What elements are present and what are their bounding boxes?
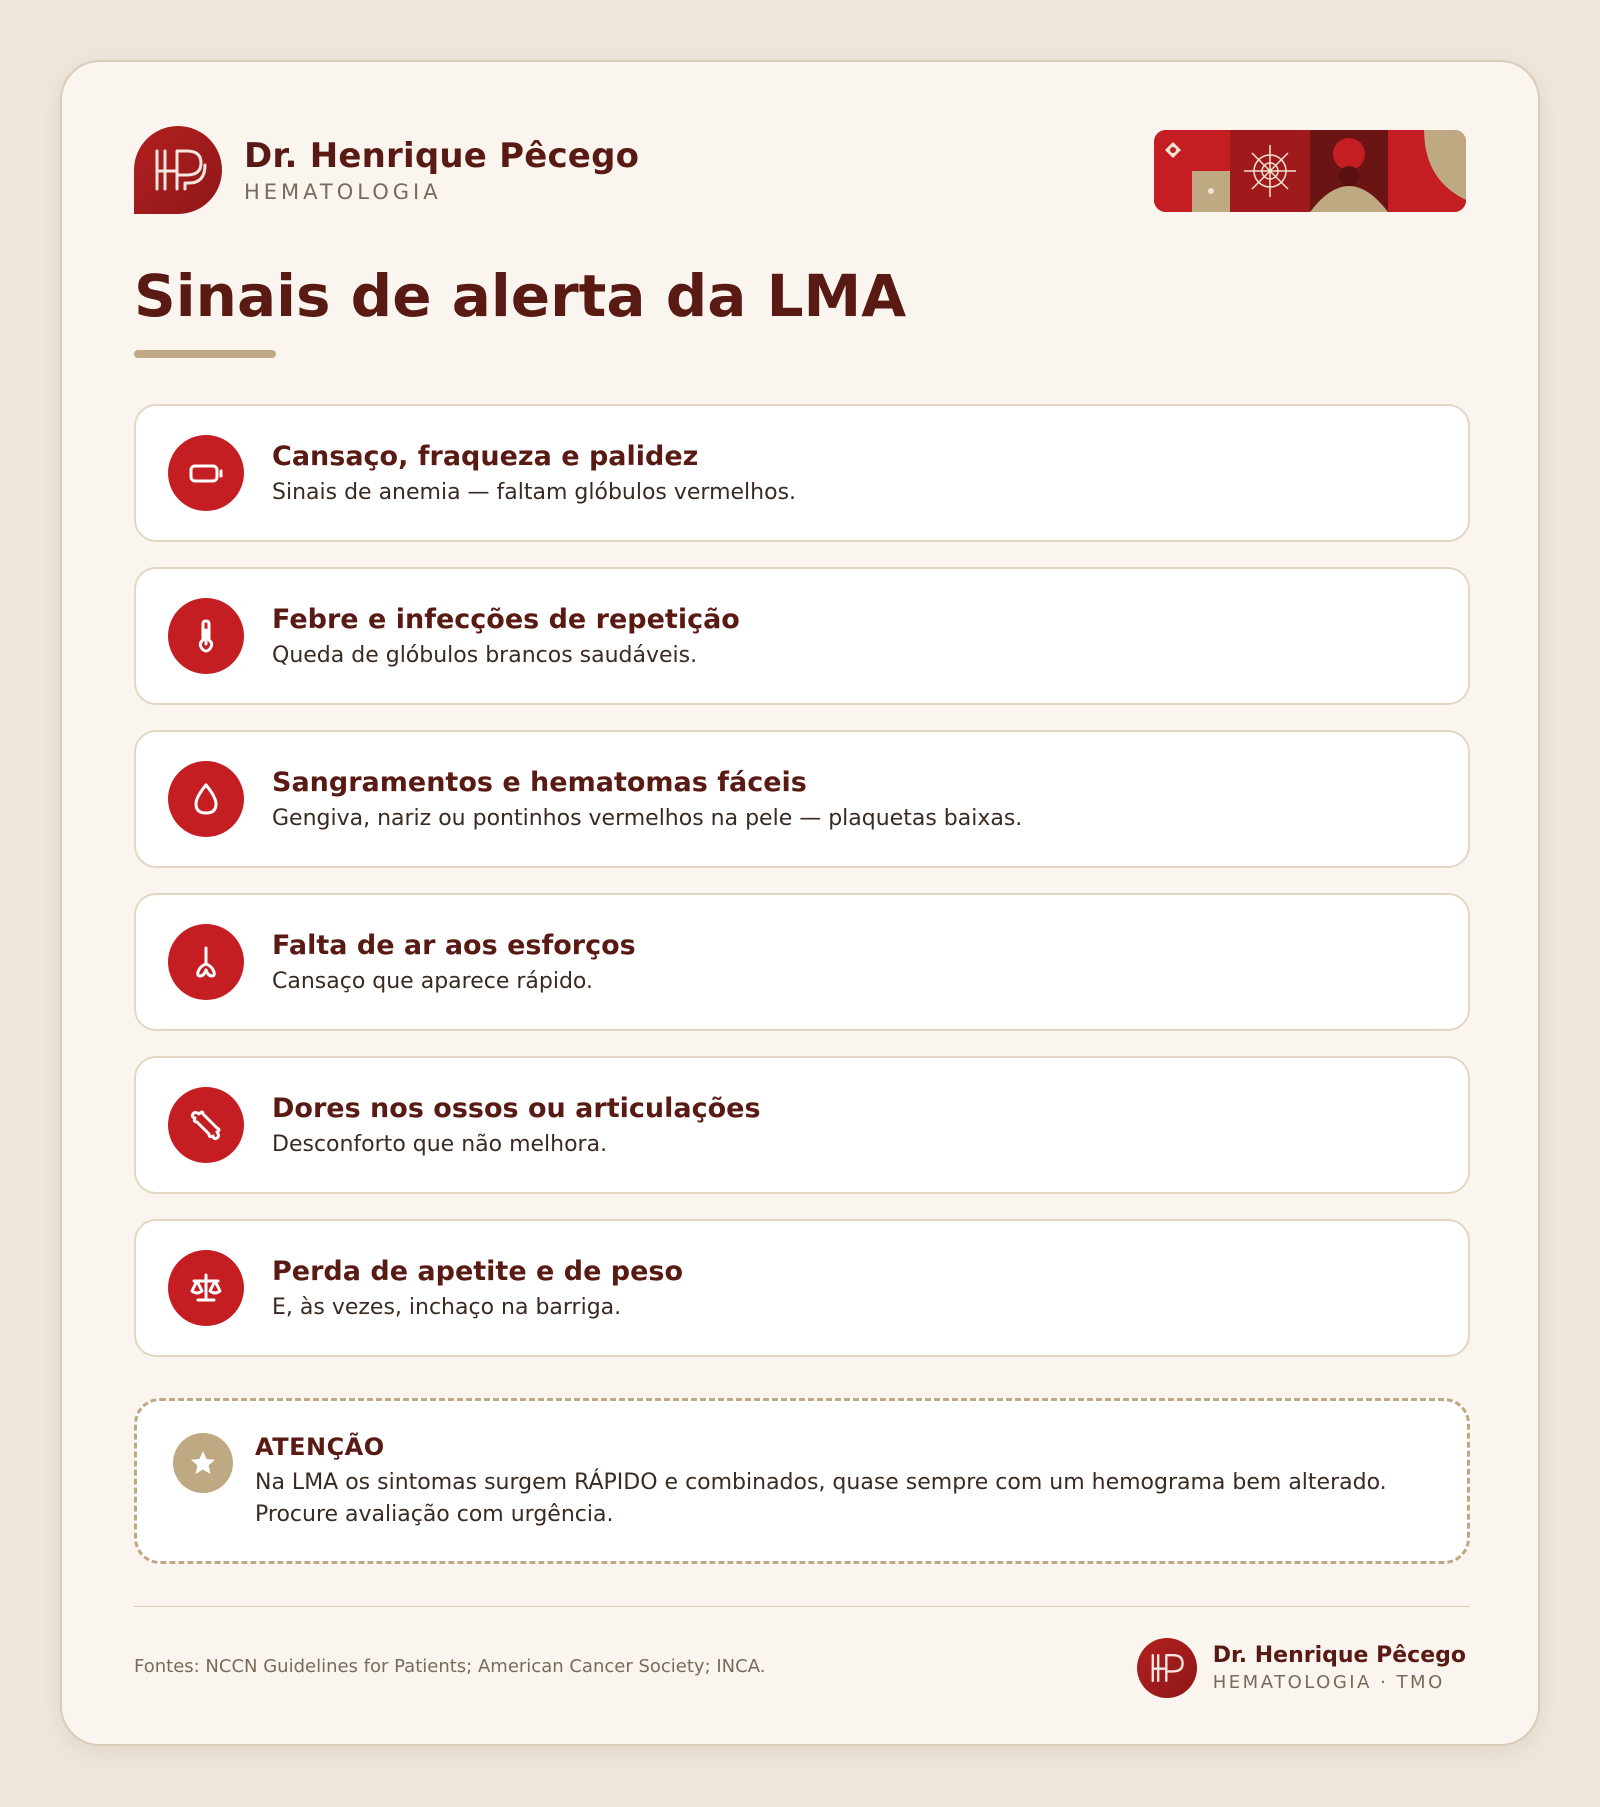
sign-title: Sangramentos e hematomas fáceis	[272, 767, 807, 798]
thermometer-icon	[168, 598, 244, 674]
sign-description: Desconforto que não melhora.	[272, 1132, 608, 1157]
sign-title: Cansaço, fraqueza e palidez	[272, 441, 699, 472]
footer-brand	[1137, 1638, 1466, 1698]
brand-specialty: HEMATOLOGIA	[244, 180, 442, 204]
scale-icon	[168, 1250, 244, 1326]
attention-title: ATENÇÃO	[255, 1433, 385, 1461]
list-item	[134, 1056, 1470, 1194]
brand-name: Dr. Henrique Pêcego	[244, 136, 640, 176]
page-title: Sinais de alerta da LMA	[134, 262, 907, 330]
drop-icon	[168, 761, 244, 837]
sign-description: Cansaço que aparece rápido.	[272, 969, 593, 994]
infographic-card	[60, 60, 1540, 1746]
footer-divider	[134, 1606, 1470, 1607]
list-item	[134, 893, 1470, 1031]
attention-box	[134, 1398, 1470, 1564]
battery-icon	[168, 435, 244, 511]
sign-description: Gengiva, nariz ou pontinhos vermelhos na pele — plaquetas baixas.	[272, 806, 1023, 831]
sources-text: Fontes: NCCN Guidelines for Patients; American Cancer Society; INCA.	[134, 1656, 766, 1677]
sign-title: Febre e infecções de repetição	[272, 604, 740, 635]
list-item	[134, 567, 1470, 705]
sign-description: E, às vezes, inchaço na barriga.	[272, 1295, 622, 1320]
sign-description: Sinais de anemia — faltam glóbulos vermelhos.	[272, 480, 797, 505]
signs-list	[134, 404, 1470, 1382]
decorative-pattern-icon	[1154, 130, 1466, 212]
sign-description: Queda de glóbulos brancos saudáveis.	[272, 643, 698, 668]
attention-body: Na LMA os sintomas surgem RÁPIDO e combinados, quase sempre com um hemograma bem alterado. Procure avaliação com urgência.	[255, 1470, 1387, 1527]
list-item	[134, 1219, 1470, 1357]
hp-logo-icon	[1137, 1638, 1197, 1698]
list-item	[134, 730, 1470, 868]
hp-logo-icon	[134, 126, 222, 214]
star-icon	[173, 1433, 233, 1493]
footer-name: Dr. Henrique Pêcego	[1212, 1643, 1466, 1668]
bone-icon	[168, 1087, 244, 1163]
lungs-icon	[168, 924, 244, 1000]
title-underline	[134, 350, 276, 358]
sign-title: Dores nos ossos ou articulações	[272, 1093, 761, 1124]
list-item	[134, 404, 1470, 542]
header	[134, 126, 639, 214]
sign-title: Falta de ar aos esforços	[272, 930, 636, 961]
footer-subtitle: HEMATOLOGIA · TMO	[1212, 1672, 1445, 1693]
sign-title: Perda de apetite e de peso	[272, 1256, 684, 1287]
